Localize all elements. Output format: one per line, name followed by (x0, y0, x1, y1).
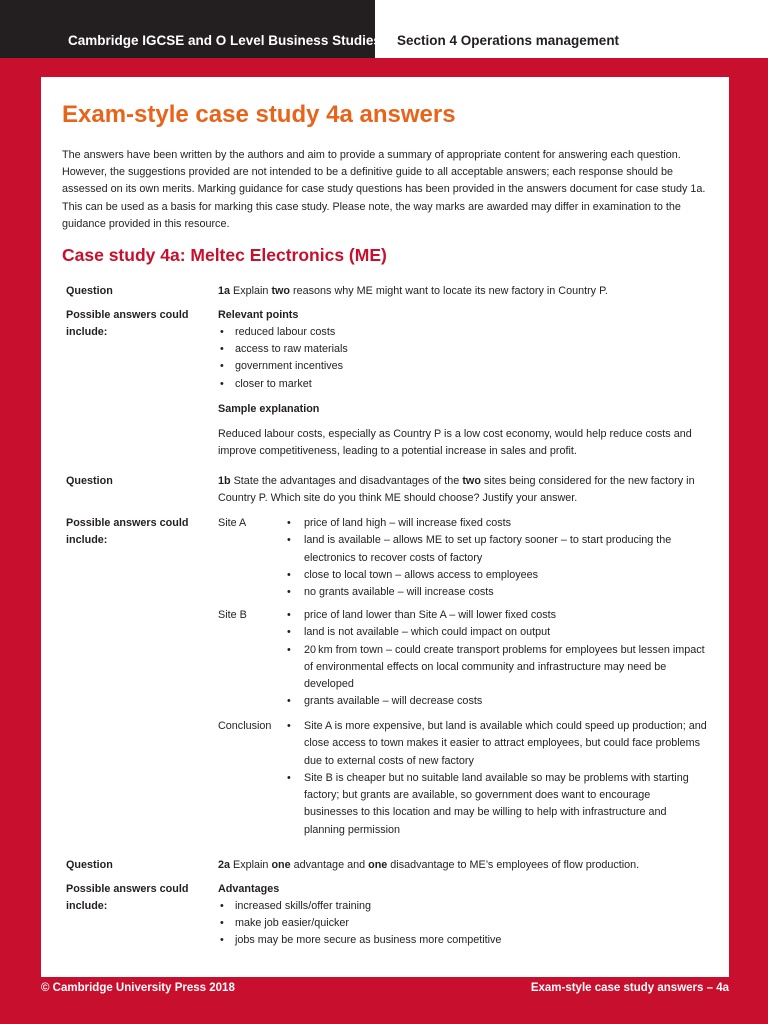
list-item: • jobs may be more secure as business more competitive (218, 932, 501, 949)
question-text-part: Explain (230, 859, 272, 871)
site-b-label: Site B (218, 609, 247, 621)
question-emphasis: two (271, 285, 291, 297)
section-title: Section 4 Operations management (397, 33, 620, 48)
question-text-part: advantage and (290, 859, 369, 871)
list-item: • 20 km from town – could create transport problems for employees but lessen impact of environmental effects on local community and infrastructure may need be developed (287, 642, 707, 694)
list-item: • price of land lower than Site A – will lower fixed costs (287, 607, 707, 624)
question-emphasis: one (368, 859, 388, 871)
list-item: • Site A is more expensive, but land is available which could speed up production; and close access to town makes it easier to attract employees, but could face problems due to external costs of new factory (287, 718, 707, 770)
list-item: • government incentives (218, 358, 348, 375)
question-label-1a: Question (66, 285, 113, 297)
sample-explanation-text: Reduced labour costs, especially as Country P is a low cost economy, would help reduce costs and improve competitiveness, leading to a potential increase in sales and profit. (218, 428, 692, 457)
question-number: 1b (218, 475, 231, 487)
site-a-list (287, 515, 707, 601)
possible-answers-label-1a: Possible answers could include: (66, 309, 189, 338)
question-emphasis: one (271, 859, 291, 871)
question-label-1b: Question (66, 475, 113, 487)
list-item: • Site B is cheaper but no suitable land available so may be problems with starting factory; but grants are available, so government does want to encourage businesses to this location and may be willing to help with infrastructure and planning permission (287, 770, 707, 839)
page-footer-label: Exam-style case study answers – 4a (530, 982, 729, 994)
advantages-heading: Advantages (218, 883, 280, 895)
question-text-part: reasons why ME might want to locate its new factory in Country P. (290, 285, 608, 297)
list-item: • reduced labour costs (218, 324, 348, 341)
advantages-list (218, 898, 501, 950)
conclusion-label: Conclusion (218, 720, 272, 732)
site-a-label: Site A (218, 517, 247, 529)
list-item: • make job easier/quicker (218, 915, 501, 932)
copyright-footer: © Cambridge University Press 2018 (41, 982, 235, 994)
possible-answers-label-2a: Possible answers could include: (66, 883, 189, 912)
possible-answers-label-1b: Possible answers could include: (66, 517, 189, 546)
page-title: Exam-style case study 4a answers (62, 101, 456, 128)
list-item: • land is not available – which could impact on output (287, 624, 707, 641)
book-title: Cambridge IGCSE and O Level Business Studies (68, 33, 381, 48)
question-number: 2a (218, 859, 231, 871)
question-text-part: sites being considered for the new factory in Country P. Which site do you think ME should choose? Justify your answer. (218, 475, 695, 504)
top-header (0, 0, 768, 58)
content-card (41, 77, 729, 977)
case-study-title: Case study 4a: Meltec Electronics (ME) (62, 245, 387, 265)
question-2a-text (218, 857, 713, 874)
conclusion-list (287, 718, 707, 839)
list-item: • grants available – will decrease costs (287, 693, 707, 710)
list-item: • no grants available – will increase costs (287, 584, 707, 601)
question-number: 1a (218, 285, 231, 297)
question-text-part: Explain (230, 285, 272, 297)
list-item: • land is available – allows ME to set up factory sooner – to start producing the electronics to recover costs of factory (287, 532, 707, 567)
question-emphasis: two (462, 475, 481, 487)
question-text-part: disadvantage to ME’s employees of flow production. (387, 859, 640, 871)
list-item: • access to raw materials (218, 341, 348, 358)
relevant-points-list (218, 324, 348, 393)
question-text-part: State the advantages and disadvantages of the (230, 475, 463, 487)
question-1a-text (218, 283, 713, 300)
question-label-2a: Question (66, 859, 113, 871)
list-item: • price of land high – will increase fixed costs (287, 515, 707, 532)
intro-paragraph: The answers have been written by the authors and aim to provide a summary of appropriate content for answering each question. However, the suggestions provided are not intended to be a definitive guide to all acceptable answers; each response should be assessed on its own merits. Marking guidance for case study questions has been provided in the answers document for case study 1a. This can be used as a basis for marking this case study. Please note, the way marks are awarded may differ in examination to the guidance provided in this resource. (62, 149, 706, 230)
relevant-points-heading: Relevant points (218, 309, 299, 321)
list-item: • close to local town – allows access to employees (287, 567, 707, 584)
list-item: • increased skills/offer training (218, 898, 501, 915)
header-dark-panel (0, 0, 375, 58)
question-1b-text (218, 473, 713, 507)
site-b-list (287, 607, 707, 711)
list-item: • closer to market (218, 376, 348, 393)
sample-explanation-heading: Sample explanation (218, 403, 320, 415)
